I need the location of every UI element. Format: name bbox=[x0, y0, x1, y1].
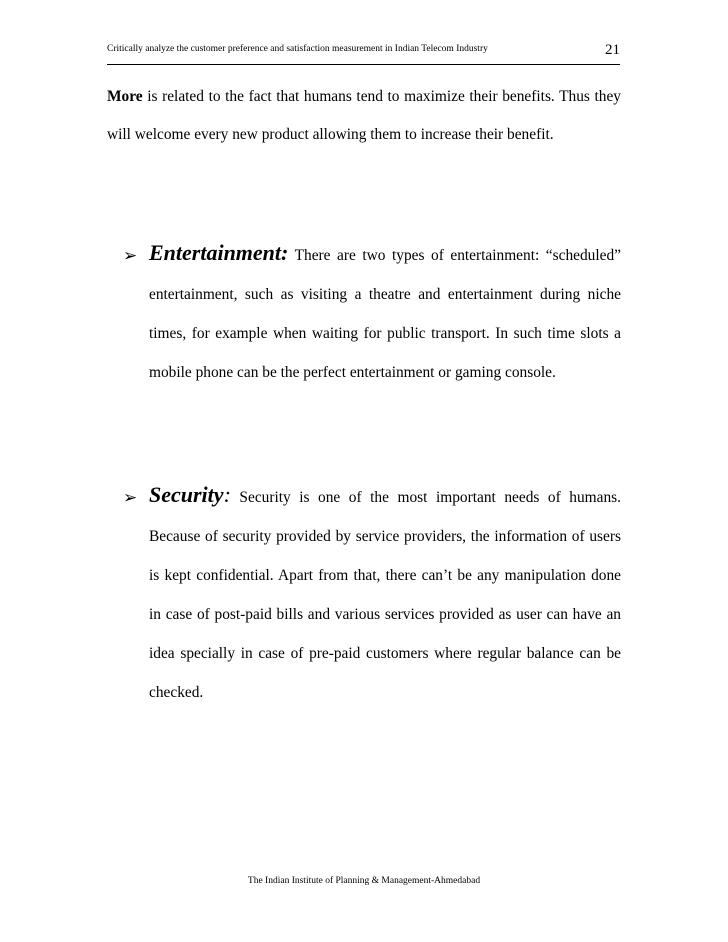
intro-paragraph bbox=[107, 78, 621, 154]
intro-text: is related to the fact that humans tend to maximize their benefits. Thus they will welcome every new product allowing them to increase their benefit. bbox=[107, 88, 621, 143]
security-heading: Security bbox=[149, 482, 224, 507]
arrow-bullet-icon: ➢ bbox=[123, 488, 138, 507]
page-footer: The Indian Institute of Planning & Management-Ahmedabad bbox=[247, 876, 481, 886]
security-section bbox=[149, 475, 621, 712]
page-number: 21 bbox=[605, 42, 620, 58]
arrow-bullet-icon: ➢ bbox=[123, 246, 138, 265]
entertainment-text: There are two types of entertainment: “scheduled” entertainment, such as visiting a theatre and entertainment during niche times, for example when waiting for public transport. In such time slots a mobile phone can be the perfect entertainment or gaming console. bbox=[149, 247, 621, 381]
security-heading-colon: : bbox=[223, 482, 231, 507]
entertainment-heading: Entertainment: bbox=[149, 240, 289, 265]
header-title: Critically analyze the customer preference and satisfaction measurement in Indian Telecom Industry bbox=[107, 44, 488, 54]
security-text: Security is one of the most important needs of humans. Because of security provided by service providers, the information of users is kept confidential. Apart from that, there can’t be any manipulation done in case of post-paid bills and various services provided as user can have an idea specially in case of pre-paid customers where regular balance can be checked. bbox=[149, 489, 621, 701]
intro-bold-lead: More bbox=[107, 88, 143, 105]
entertainment-section bbox=[149, 233, 621, 392]
header-divider bbox=[107, 64, 620, 65]
page-header bbox=[107, 42, 620, 62]
